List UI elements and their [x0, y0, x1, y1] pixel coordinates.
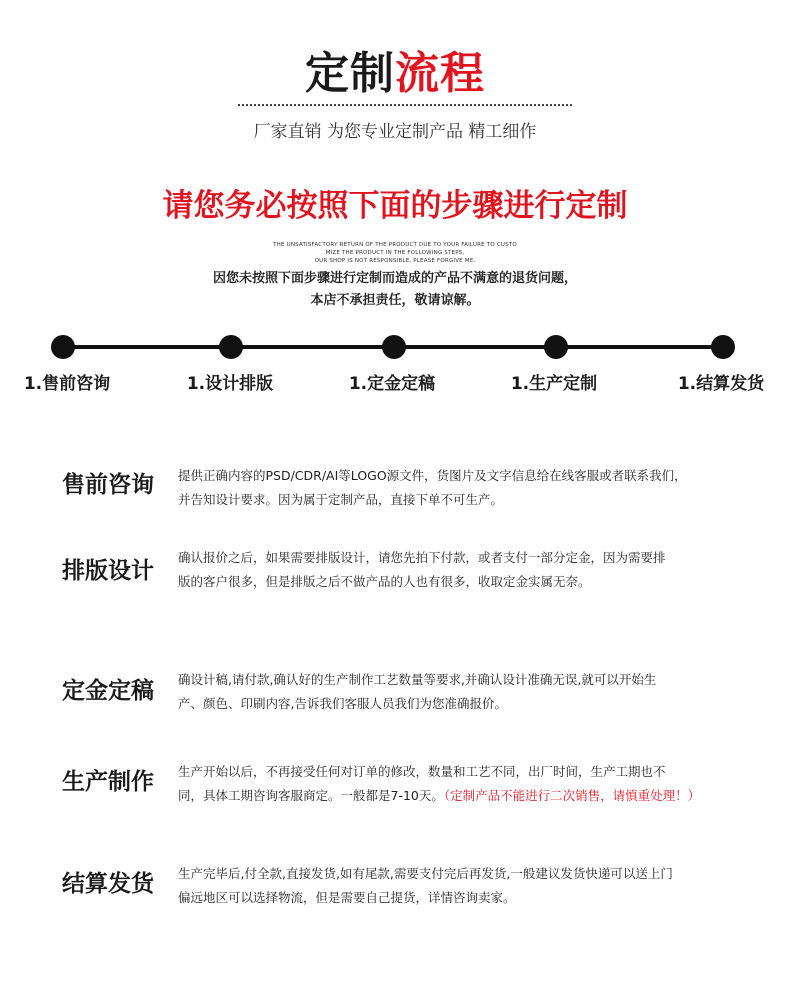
section-desc-presale	[178, 464, 778, 512]
timeline-dot	[382, 335, 406, 359]
step-label-production: 1.生产定制	[510, 374, 598, 394]
section-desc-design	[178, 546, 778, 594]
chinese-disclaimer-line: 因您未按照下面步骤进行定制而造成的产品不满意的退货问题，	[212, 271, 577, 286]
timeline-dot	[51, 335, 75, 359]
notice-headline: 请您务必按照下面的步骤进行定制	[162, 188, 628, 224]
step-label-presale: 1.售前咨询	[23, 374, 111, 394]
page-subtitle: 厂家直销 为您专业定制产品 精工细作	[253, 122, 537, 142]
title-divider	[238, 104, 572, 106]
section-heading-production: 生产制作	[62, 769, 154, 795]
section-heading-settlement: 结算发货	[62, 871, 154, 897]
step-label-deposit: 1.定金定稿	[348, 374, 436, 394]
timeline-dot	[219, 335, 243, 359]
section-desc-settlement	[178, 862, 778, 910]
english-disclaimer-line: MIZE THE PRODUCT IN THE FOLLOWING STEPS,	[325, 250, 465, 256]
page-title-dark-part: 定制	[305, 48, 395, 99]
section-heading-design: 排版设计	[62, 558, 154, 584]
section-desc-line: 版的客户很多，但是排版之后不做产品的人也有很多，收取定金实属无奈。	[178, 574, 591, 589]
section-heading-deposit: 定金定稿	[62, 678, 154, 704]
section-desc-line: 确设计稿,请付款,确认好的生产制作工艺数量等要求,并确认设计准确无误,就可以开始生	[178, 672, 657, 687]
section-desc-line: 生产开始以后，不再接受任何对订单的修改，数量和工艺不同，出厂时间，生产工期也不	[178, 764, 666, 779]
section-desc-line: 偏远地区可以选择物流，但是需要自己提货，详情咨询卖家。	[178, 890, 516, 905]
resale-warning: （定制产品不能进行二次销售，请慎重处理！）	[443, 788, 701, 803]
english-disclaimer	[0, 241, 790, 265]
page-title	[0, 48, 790, 100]
section-desc-production	[178, 760, 778, 808]
english-disclaimer-line: OUR SHOP IS NOT RESPONSIBLE, PLEASE FORGIVE ME.	[314, 258, 476, 264]
section-desc-text: 同，具体工期咨询客服商定。一般都是7-10天。	[178, 788, 444, 803]
section-desc-line: 产、颜色、印刷内容,告诉我们客服人员我们为您准确报价。	[178, 696, 507, 711]
chinese-disclaimer-line: 本店不承担责任，敬请谅解。	[310, 293, 480, 308]
chinese-disclaimer	[0, 268, 790, 312]
section-desc-line	[178, 784, 778, 808]
section-desc-line: 并告知设计要求。因为属于定制产品，直接下单不可生产。	[178, 492, 504, 507]
section-desc-line: 提供正确内容的PSD/CDR/AI等LOGO源文件，货图片及文字信息给在线客服或者联系我们，	[178, 468, 687, 483]
section-desc-line: 确认报价之后，如果需要排版设计，请您先拍下付款，或者支付一部分定金，因为需要排	[178, 550, 666, 565]
section-desc-deposit	[178, 668, 778, 716]
timeline-dot	[544, 335, 568, 359]
section-desc-line: 生产完毕后,付全款,直接发货,如有尾款,需要支付完后再发货,一般建议发货快递可以送上门	[178, 866, 673, 881]
english-disclaimer-line: THE UNSATISFACTORY RETURN OF THE PRODUCT DUE TO YOUR FAILURE TO CUSTO	[273, 242, 517, 248]
step-label-design: 1.设计排版	[186, 374, 274, 394]
timeline-dot	[711, 335, 735, 359]
section-heading-presale: 售前咨询	[62, 472, 154, 498]
step-label-settlement: 1.结算发货	[677, 374, 765, 394]
page-title-red-part: 流程	[395, 48, 485, 99]
